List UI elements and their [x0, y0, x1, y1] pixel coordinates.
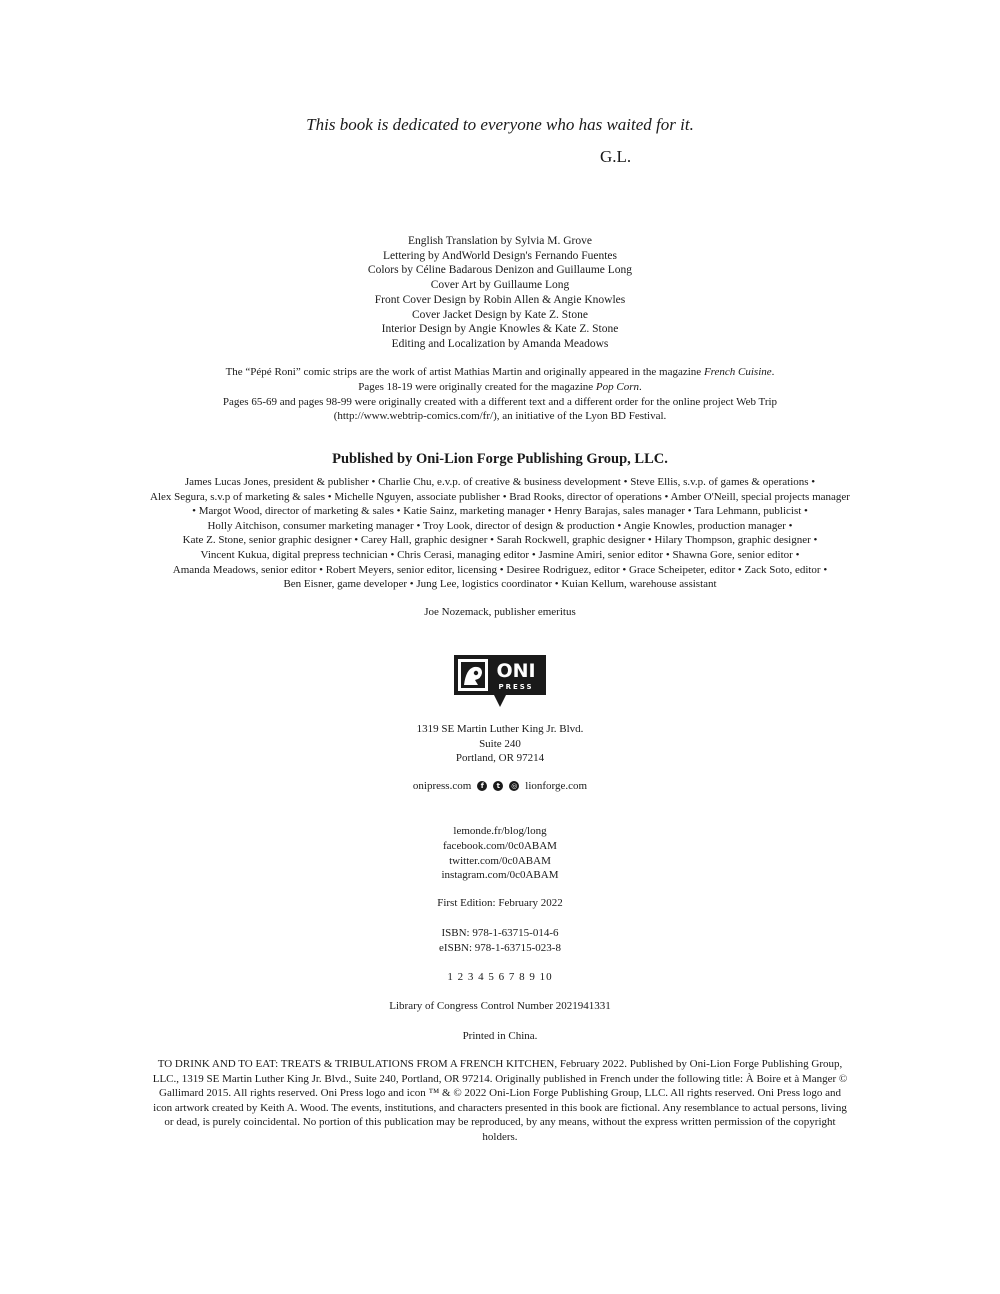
staff-entry: Jasmine Amiri, senior editor: [538, 548, 664, 561]
credit-line: Cover Jacket Design by Kate Z. Stone: [412, 308, 588, 321]
staff-entry: Shawna Gore, senior editor: [672, 548, 793, 561]
staff-separator: •: [811, 476, 816, 488]
note-line: Pages 65-69 and pages 98-99 were originally created with a different text and a different order for the online project Web Trip: [222, 395, 778, 408]
staff-separator: •: [531, 548, 536, 561]
isbn-block: [0, 926, 1000, 956]
facebook-icon[interactable]: f: [477, 781, 487, 791]
twitter-icon[interactable]: t: [493, 781, 503, 791]
author-link[interactable]: instagram.com/0c0ABAM: [441, 869, 559, 882]
staff-entry: Troy Look, director of design & production: [422, 519, 615, 532]
credits-list: [0, 234, 1000, 352]
staff-entry: Katie Sainz, marketing manager: [403, 505, 545, 518]
staff-entry: Sarah Rockwell, graphic designer: [496, 534, 646, 547]
staff-separator: •: [490, 534, 494, 547]
staff-separator: •: [192, 505, 196, 518]
staff-entry: Robert Meyers, senior editor, licensing: [325, 563, 497, 576]
staff-entry: Jung Lee, logistics coordinator: [416, 578, 553, 591]
staff-entry: Zack Soto, editor: [744, 563, 821, 576]
credit-line: Interior Design by Angie Knowles & Kate Z. Stone: [381, 323, 619, 336]
staff-entry: Chris Cerasi, managing editor: [397, 548, 530, 561]
credit-line: English Translation by Sylvia M. Grove: [407, 235, 592, 247]
staff-separator: •: [823, 563, 828, 576]
staff-entry: Brad Rooks, director of operations: [509, 490, 662, 503]
staff-separator: •: [554, 578, 559, 591]
staff-separator: •: [788, 519, 793, 532]
staff-separator: •: [617, 519, 622, 532]
publisher-emeritus: Joe Nozemack, publisher emeritus: [424, 606, 576, 618]
websites: [0, 780, 1000, 792]
staff-list: [150, 475, 850, 592]
staff-entry: Desiree Rodriguez, editor: [506, 563, 620, 576]
staff-separator: •: [687, 505, 692, 518]
staff-entry: Carey Hall, graphic designer: [360, 534, 488, 547]
staff-entry: Ben Eisner, game developer: [283, 578, 408, 591]
credit-line: Colors by Céline Badarous Denizon and Guillaume Long: [367, 264, 633, 277]
author-link[interactable]: lemonde.fr/blog/long: [453, 825, 547, 837]
note-line: (http://www.webtrip-comics.com/fr/), an initiative of the Lyon BD Festival.: [333, 410, 667, 423]
staff-entry: Amber O'Neill, special projects manager: [670, 490, 850, 503]
note-line: [0, 365, 1000, 380]
staff-entry: Grace Scheipeter, editor: [629, 563, 736, 576]
magazine-title: Pop Corn: [595, 380, 639, 393]
lionforge-link[interactable]: lionforge.com: [525, 780, 588, 792]
staff-entry: Hilary Thompson, graphic designer: [654, 534, 811, 547]
edition: First Edition: February 2022: [437, 897, 563, 909]
author-link[interactable]: twitter.com/0c0ABAM: [449, 854, 551, 867]
staff-entry: Holly Aitchison, consumer marketing manager: [207, 519, 414, 532]
staff-entry: Kuian Kellum, warehouse assistant: [561, 578, 717, 591]
dedication: This book is dedicated to everyone who has waited for it.: [306, 115, 694, 134]
staff-separator: •: [499, 563, 504, 576]
credit-line: Front Cover Design by Robin Allen & Angie Knowles: [374, 293, 626, 306]
staff-separator: •: [647, 534, 652, 547]
logo-word: ONI: [496, 660, 536, 682]
staff-entry: James Lucas Jones, president & publisher: [184, 476, 369, 488]
staff-entry: Amanda Meadows, senior editor: [172, 563, 317, 576]
staff-entry: Michelle Nguyen, associate publisher: [334, 490, 500, 503]
staff-separator: •: [371, 476, 376, 488]
onipress-link[interactable]: onipress.com: [412, 780, 472, 792]
staff-entry: Angie Knowles, production manager: [623, 519, 786, 532]
staff-separator: •: [665, 548, 670, 561]
staff-separator: •: [416, 519, 421, 532]
staff-separator: •: [795, 548, 800, 561]
logo-sub: PRESS: [498, 683, 534, 691]
credit-line: Lettering by AndWorld Design's Fernando Fuentes: [383, 249, 617, 262]
staff-separator: •: [737, 563, 742, 576]
staff-separator: •: [409, 578, 414, 591]
address-line: Suite 240: [479, 737, 521, 750]
staff-separator: •: [622, 563, 627, 576]
printed-in: Printed in China.: [462, 1030, 538, 1042]
staff-separator: •: [354, 534, 359, 547]
credit-line: Editing and Localization by Amanda Meadows: [391, 337, 609, 350]
oni-press-logo: [454, 655, 546, 711]
staff-entry: Steve Ellis, s.v.p. of games & operations: [630, 476, 809, 488]
staff-entry: Vincent Kukua, digital prepress technician: [200, 548, 388, 561]
staff-separator: •: [327, 490, 332, 503]
address-line: 1319 SE Martin Luther King Jr. Blvd.: [416, 723, 584, 735]
staff-entry: Tara Lehmann, publicist: [694, 505, 802, 518]
staff-separator: •: [396, 505, 401, 518]
magazine-title: French Cuisine: [703, 366, 772, 378]
lccn: Library of Congress Control Number 2021941331: [389, 1000, 611, 1012]
legal-notice: TO DRINK AND TO EAT: TREATS & TRIBULATIONS FROM A FRENCH KITCHEN, February 2022. Published by Oni-Lion Forge Publishing Group, LLC., 1319 SE Martin Luther King Jr. Blvd., Suite 240, Portland, OR 97214. Originally published in French under the following title: À Boire et à Manger © Gallimard 2015. All rights reserved. Oni Press logo and icon ™ & © 2022 Oni-Lion Forge Publishing Group, LLC. All rights reserved. Oni Press logo and icon artwork created by Keith A. Wood. The events, institutions, and characters presented in this book are fictional. Any resemblance to actual persons, living or dead, is purely coincidental. No portion of this publication may be reproduced, by any means, without the express written permission of the copyright holders.: [152, 1058, 848, 1143]
staff-separator: •: [664, 490, 669, 503]
author-link[interactable]: facebook.com/0c0ABAM: [443, 839, 557, 852]
credit-line: Cover Art by Guillaume Long: [430, 279, 570, 292]
address: [0, 722, 1000, 766]
staff-separator: •: [502, 490, 507, 503]
note-text: .: [638, 380, 642, 393]
printing-line: 1 2 3 4 5 6 7 8 9 10: [447, 971, 553, 983]
note-line: [0, 380, 1000, 395]
author-links: [0, 824, 1000, 883]
origin-notes: [0, 365, 1000, 424]
staff-separator: •: [804, 505, 808, 518]
publisher-heading: Published by Oni-Lion Forge Publishing Group, LLC.: [332, 451, 668, 467]
staff-entry: Margot Wood, director of marketing & sales: [198, 505, 394, 518]
staff-entry: Charlie Chu, e.v.p. of creative & business development: [378, 476, 621, 488]
staff-entry: Kate Z. Stone, senior graphic designer: [182, 534, 352, 547]
staff-separator: •: [390, 548, 395, 561]
staff-entry: Henry Barajas, sales manager: [554, 505, 686, 518]
note-text: The “Pépé Roni” comic strips are the work of artist Mathias Martin and originally appeared in the magazine: [225, 366, 704, 378]
staff-separator: •: [547, 505, 552, 518]
instagram-icon[interactable]: ◎: [511, 781, 518, 790]
staff-separator: •: [623, 476, 628, 488]
staff-entry: Alex Segura, s.v.p of marketing & sales: [150, 490, 325, 503]
staff-separator: •: [319, 563, 323, 576]
isbn: ISBN: 978-1-63715-014-6: [441, 927, 559, 939]
note-text: Pages 18-19 were originally created for the magazine: [358, 380, 596, 393]
dedication-signature: G.L.: [600, 147, 632, 166]
eisbn: eISBN: 978-1-63715-023-8: [439, 941, 561, 954]
note-text: .: [771, 366, 775, 378]
staff-separator: •: [813, 534, 818, 547]
address-line: Portland, OR 97214: [455, 752, 545, 765]
